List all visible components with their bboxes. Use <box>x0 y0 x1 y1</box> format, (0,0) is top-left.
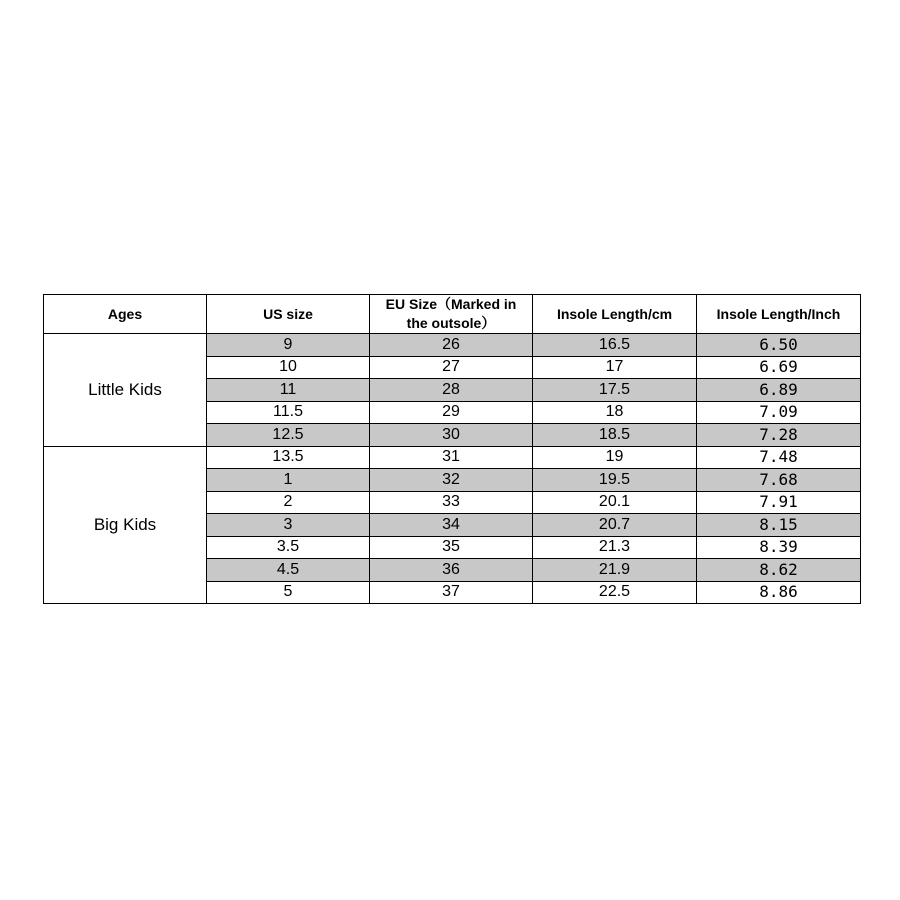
us-size-cell: 12.5 <box>207 424 370 447</box>
us-size-cell: 11 <box>207 379 370 402</box>
insole-cm-cell: 21.3 <box>533 536 697 559</box>
header-us-size: US size <box>207 295 370 334</box>
eu-size-cell: 30 <box>370 424 533 447</box>
table-body <box>44 334 861 604</box>
insole-cm-cell: 21.9 <box>533 559 697 582</box>
us-size-cell: 3.5 <box>207 536 370 559</box>
insole-inch-cell: 8.86 <box>697 581 861 604</box>
size-chart-table <box>43 294 861 604</box>
us-size-cell: 1 <box>207 469 370 492</box>
eu-size-cell: 36 <box>370 559 533 582</box>
us-size-cell: 2 <box>207 491 370 514</box>
insole-cm-cell: 16.5 <box>533 334 697 357</box>
insole-cm-cell: 17 <box>533 356 697 379</box>
insole-inch-cell: 7.48 <box>697 446 861 469</box>
insole-inch-cell: 7.91 <box>697 491 861 514</box>
us-size-cell: 5 <box>207 581 370 604</box>
insole-inch-cell: 8.39 <box>697 536 861 559</box>
eu-size-cell: 28 <box>370 379 533 402</box>
eu-size-cell: 32 <box>370 469 533 492</box>
eu-size-cell: 26 <box>370 334 533 357</box>
eu-size-cell: 27 <box>370 356 533 379</box>
insole-cm-cell: 20.7 <box>533 514 697 537</box>
header-eu-size: EU Size（Marked in the outsole） <box>370 295 533 334</box>
insole-inch-cell: 7.68 <box>697 469 861 492</box>
us-size-cell: 11.5 <box>207 401 370 424</box>
age-group-cell: Little Kids <box>44 334 207 447</box>
header-insole-inch: Insole Length/Inch <box>697 295 861 334</box>
insole-cm-cell: 22.5 <box>533 581 697 604</box>
insole-inch-cell: 6.89 <box>697 379 861 402</box>
insole-cm-cell: 18.5 <box>533 424 697 447</box>
eu-size-cell: 37 <box>370 581 533 604</box>
table-row <box>44 446 861 469</box>
insole-inch-cell: 8.62 <box>697 559 861 582</box>
insole-inch-cell: 7.28 <box>697 424 861 447</box>
eu-size-cell: 31 <box>370 446 533 469</box>
insole-cm-cell: 17.5 <box>533 379 697 402</box>
us-size-cell: 10 <box>207 356 370 379</box>
insole-inch-cell: 7.09 <box>697 401 861 424</box>
eu-size-cell: 34 <box>370 514 533 537</box>
header-ages: Ages <box>44 295 207 334</box>
insole-inch-cell: 6.50 <box>697 334 861 357</box>
us-size-cell: 3 <box>207 514 370 537</box>
table-row <box>44 334 861 357</box>
us-size-cell: 4.5 <box>207 559 370 582</box>
age-group-cell: Big Kids <box>44 446 207 604</box>
us-size-cell: 13.5 <box>207 446 370 469</box>
eu-size-cell: 33 <box>370 491 533 514</box>
header-row <box>44 295 861 334</box>
insole-cm-cell: 19 <box>533 446 697 469</box>
eu-size-cell: 29 <box>370 401 533 424</box>
eu-size-cell: 35 <box>370 536 533 559</box>
insole-cm-cell: 20.1 <box>533 491 697 514</box>
insole-cm-cell: 19.5 <box>533 469 697 492</box>
insole-inch-cell: 8.15 <box>697 514 861 537</box>
insole-cm-cell: 18 <box>533 401 697 424</box>
insole-inch-cell: 6.69 <box>697 356 861 379</box>
us-size-cell: 9 <box>207 334 370 357</box>
header-insole-cm: Insole Length/cm <box>533 295 697 334</box>
